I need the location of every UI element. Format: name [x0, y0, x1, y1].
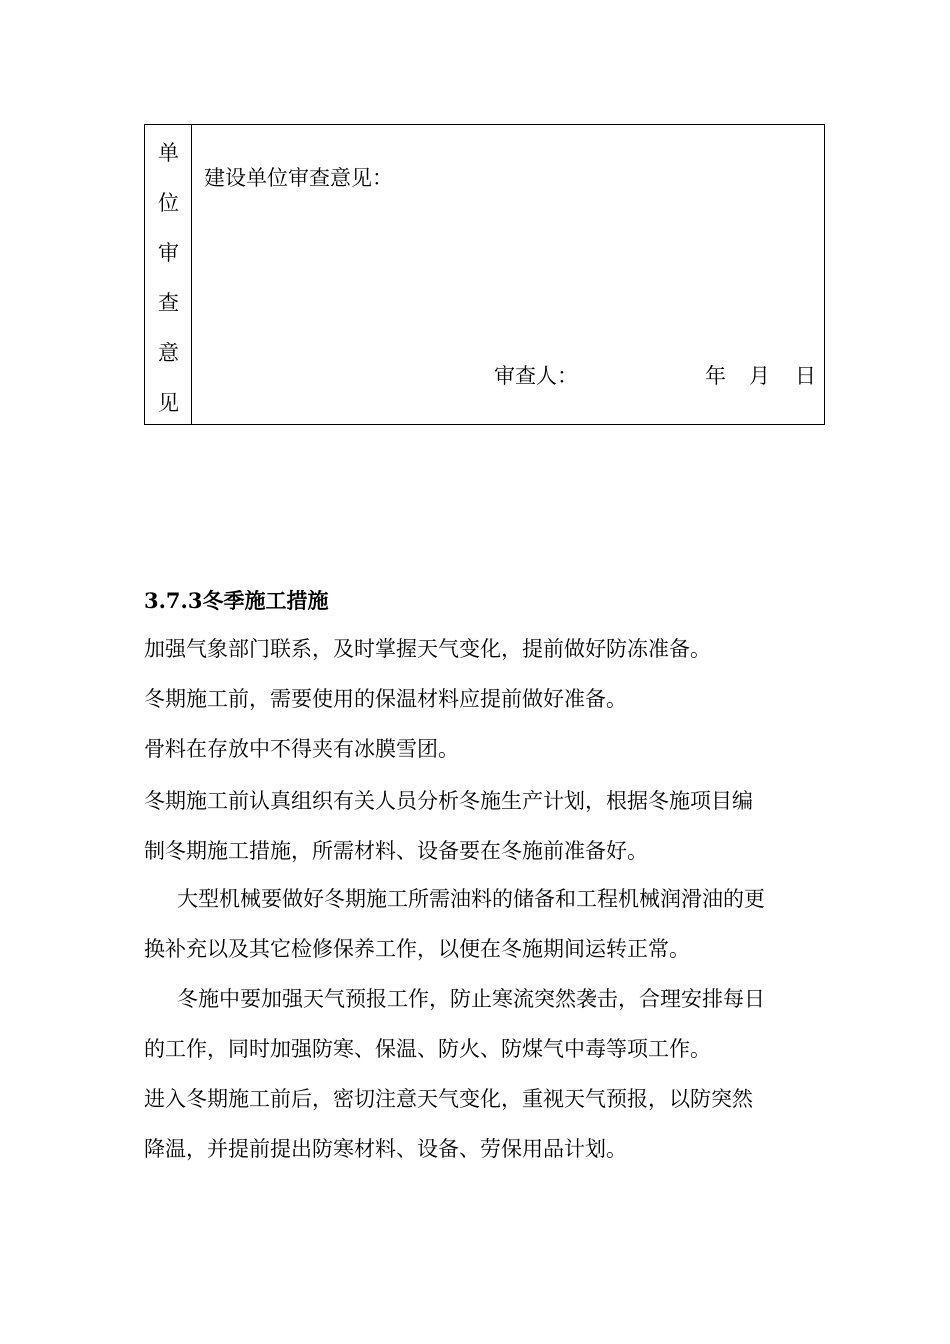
side-label-char: 意 [158, 341, 179, 365]
paragraph-line: 制冬期施工措施，所需材料、设备要在冬施前准备好。 [144, 839, 648, 863]
paragraph-line: 大型机械要做好冬期施工所需油料的储备和工程机械润滑油的更 [177, 887, 765, 911]
date-month-label: 月 [749, 364, 770, 388]
paragraph-line: 进入冬期施工前后，密切注意天气变化，重视天气预报，以防突然 [144, 1087, 753, 1111]
side-label-column [145, 125, 192, 424]
paragraph-line: 的工作，同时加强防寒、保温、防火、防煤气中毒等项工作。 [144, 1037, 711, 1061]
paragraph-line: 骨料在存放中不得夹有冰膜雪团。 [144, 737, 459, 761]
paragraph-line: 冬施中要加强天气预报工作，防止寒流突然袭击，合理安排每日 [177, 987, 765, 1011]
side-label-char: 审 [158, 241, 179, 265]
review-opinion-title: 建设单位审查意见： [204, 166, 393, 190]
side-label-char: 位 [158, 191, 179, 215]
reviewer-label: 审查人： [494, 364, 578, 388]
side-label-char: 单 [158, 141, 179, 165]
paragraph-line: 换补充以及其它检修保养工作，以便在冬施期间运转正常。 [144, 937, 690, 961]
section-heading: 3.7.3冬季施工措施 [144, 588, 329, 613]
paragraph-line: 冬期施工前，需要使用的保温材料应提前做好准备。 [144, 687, 627, 711]
paragraph-line: 降温，并提前提出防寒材料、设备、劳保用品计划。 [144, 1137, 627, 1161]
side-label-char: 见 [158, 391, 179, 415]
date-day-label: 日 [795, 364, 816, 388]
review-table [144, 124, 825, 425]
paragraph-line: 冬期施工前认真组织有关人员分析冬施生产计划，根据冬施项目编 [144, 789, 753, 813]
date-year-label: 年 [705, 364, 726, 388]
paragraph-line: 加强气象部门联系，及时掌握天气变化，提前做好防冻准备。 [144, 637, 711, 661]
side-label-char: 查 [158, 291, 179, 315]
